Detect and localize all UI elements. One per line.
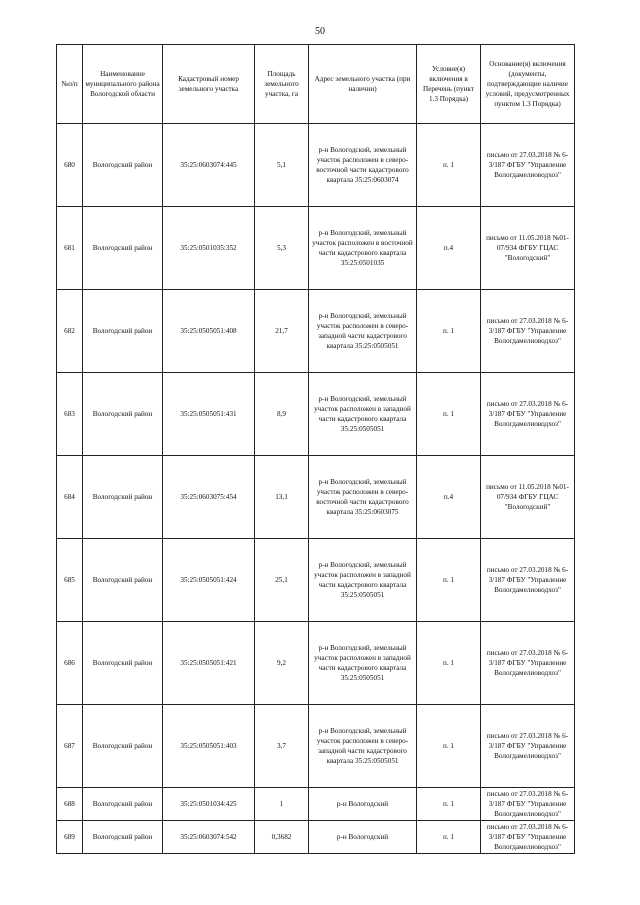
header-condition: Условие(я) включения в Перечень (пункт 1.3 Порядка) (417, 45, 481, 124)
table-row (57, 821, 575, 854)
row-number: 689 (57, 821, 83, 854)
plot-address: р-н Вологодский, земельный участок расположен в восточной части кадастрового квартала 35:25:0501035 (309, 207, 417, 290)
header-area: Площадь земельного участка, га (255, 45, 309, 124)
cadastral-number: 35:25:0505051:403 (163, 705, 255, 788)
row-number: 686 (57, 622, 83, 705)
plot-address: р-н Вологодский (309, 788, 417, 821)
inclusion-condition: п. 1 (417, 622, 481, 705)
header-basis: Основание(я) включения (документы, подтверждающие наличие условий, предусмотренных пунктом 1.3 Порядка) (481, 45, 575, 124)
row-number: 687 (57, 705, 83, 788)
inclusion-condition: п.4 (417, 207, 481, 290)
row-number: 681 (57, 207, 83, 290)
plot-address: р-н Вологодский, земельный участок расположен в северо-западной части кадастрового квартала 35:25:0505051 (309, 705, 417, 788)
plot-address: р-н Вологодский, земельный участок расположен в западной части кадастрового квартала 35:25:0505051 (309, 373, 417, 456)
inclusion-basis: письмо от 27.03.2018 № 6-3/187 ФГБУ "Управление Вологдамелиоводхоз" (481, 705, 575, 788)
inclusion-condition: п. 1 (417, 124, 481, 207)
plot-area: 5,3 (255, 207, 309, 290)
district-name: Вологодский район (83, 290, 163, 373)
inclusion-condition: п. 1 (417, 539, 481, 622)
inclusion-basis: письмо от 27.03.2018 № 6-3/187 ФГБУ "Управление Вологдамелиоводхоз" (481, 788, 575, 821)
header-district: Наименование муниципального района Вологодской области (83, 45, 163, 124)
cadastral-number: 35:25:0603074:445 (163, 124, 255, 207)
inclusion-basis: письмо от 27.03.2018 № 6-3/187 ФГБУ "Управление Вологдамелиоводхоз" (481, 290, 575, 373)
cadastral-number: 35:25:0505051:421 (163, 622, 255, 705)
inclusion-basis: письмо от 27.03.2018 № 6-3/187 ФГБУ "Управление Вологдамелиоводхоз" (481, 821, 575, 854)
table-row (57, 705, 575, 788)
header-number: №п/п (57, 45, 83, 124)
inclusion-basis: письмо от 27.03.2018 № 6-3/187 ФГБУ "Управление Вологдамелиоводхоз" (481, 622, 575, 705)
table-row (57, 622, 575, 705)
district-name: Вологодский район (83, 622, 163, 705)
district-name: Вологодский район (83, 124, 163, 207)
plot-area: 21,7 (255, 290, 309, 373)
table-row (57, 456, 575, 539)
table-row (57, 373, 575, 456)
plot-area: 8,9 (255, 373, 309, 456)
header-address: Адрес земельного участка (при наличии) (309, 45, 417, 124)
cadastral-number: 35:25:0501034:425 (163, 788, 255, 821)
table-row (57, 788, 575, 821)
inclusion-condition: п. 1 (417, 373, 481, 456)
inclusion-basis: письмо от 27.03.2018 № 6-3/187 ФГБУ "Управление Вологдамелиоводхоз" (481, 539, 575, 622)
cadastral-number: 35:25:0505051:424 (163, 539, 255, 622)
header-cadastral-number: Кадастровый номер земельного участка (163, 45, 255, 124)
row-number: 685 (57, 539, 83, 622)
plot-area: 13,1 (255, 456, 309, 539)
district-name: Вологодский район (83, 207, 163, 290)
inclusion-condition: п. 1 (417, 788, 481, 821)
district-name: Вологодский район (83, 373, 163, 456)
inclusion-condition: п. 1 (417, 290, 481, 373)
district-name: Вологодский район (83, 539, 163, 622)
table-header-row (57, 45, 575, 124)
land-plots-table (56, 44, 575, 854)
plot-address: р-н Вологодский, земельный участок расположен в западной части кадастрового квартала 35:25:0505051 (309, 539, 417, 622)
inclusion-basis: письмо от 27.03.2018 № 6-3/187 ФГБУ "Управление Вологдамелиоводхоз" (481, 373, 575, 456)
plot-address: р-н Вологодский, земельный участок расположен в северо-восточной части кадастрового квартала 35:25:0603075 (309, 456, 417, 539)
plot-address: р-н Вологодский, земельный участок расположен в западной части кадастрового квартала 35:25:0505051 (309, 622, 417, 705)
plot-address: р-н Вологодский, земельный участок расположен в северо-восточной части кадастрового квартала 35:25:0603074 (309, 124, 417, 207)
plot-address: р-н Вологодский, земельный участок расположен в северо-западной части кадастрового квартала 35:25:0505051 (309, 290, 417, 373)
inclusion-condition: п.4 (417, 456, 481, 539)
cadastral-number: 35:25:0501035:352 (163, 207, 255, 290)
table-row (57, 539, 575, 622)
inclusion-basis: письмо от 11.05.2018 №01-07/934 ФГБУ ГЦАС "Вологодский" (481, 207, 575, 290)
row-number: 683 (57, 373, 83, 456)
plot-area: 5,1 (255, 124, 309, 207)
row-number: 682 (57, 290, 83, 373)
row-number: 688 (57, 788, 83, 821)
row-number: 684 (57, 456, 83, 539)
cadastral-number: 35:25:0603075:454 (163, 456, 255, 539)
plot-area: 1 (255, 788, 309, 821)
district-name: Вологодский район (83, 788, 163, 821)
plot-area: 3,7 (255, 705, 309, 788)
plot-area: 25,1 (255, 539, 309, 622)
table-row (57, 290, 575, 373)
table-row (57, 124, 575, 207)
cadastral-number: 35:25:0505051:431 (163, 373, 255, 456)
district-name: Вологодский район (83, 705, 163, 788)
district-name: Вологодский район (83, 821, 163, 854)
district-name: Вологодский район (83, 456, 163, 539)
inclusion-condition: п. 1 (417, 705, 481, 788)
inclusion-condition: п. 1 (417, 821, 481, 854)
plot-area: 0,3682 (255, 821, 309, 854)
cadastral-number: 35:25:0505051:408 (163, 290, 255, 373)
inclusion-basis: письмо от 11.05.2018 №01-07/934 ФГБУ ГЦАС "Вологодский" (481, 456, 575, 539)
cadastral-number: 35:25:0603074:542 (163, 821, 255, 854)
page-number: 50 (315, 26, 325, 37)
table-row (57, 207, 575, 290)
inclusion-basis: письмо от 27.03.2018 № 6-3/187 ФГБУ "Управление Вологдамелиоводхоз" (481, 124, 575, 207)
plot-area: 9,2 (255, 622, 309, 705)
row-number: 680 (57, 124, 83, 207)
plot-address: р-н Вологодский (309, 821, 417, 854)
